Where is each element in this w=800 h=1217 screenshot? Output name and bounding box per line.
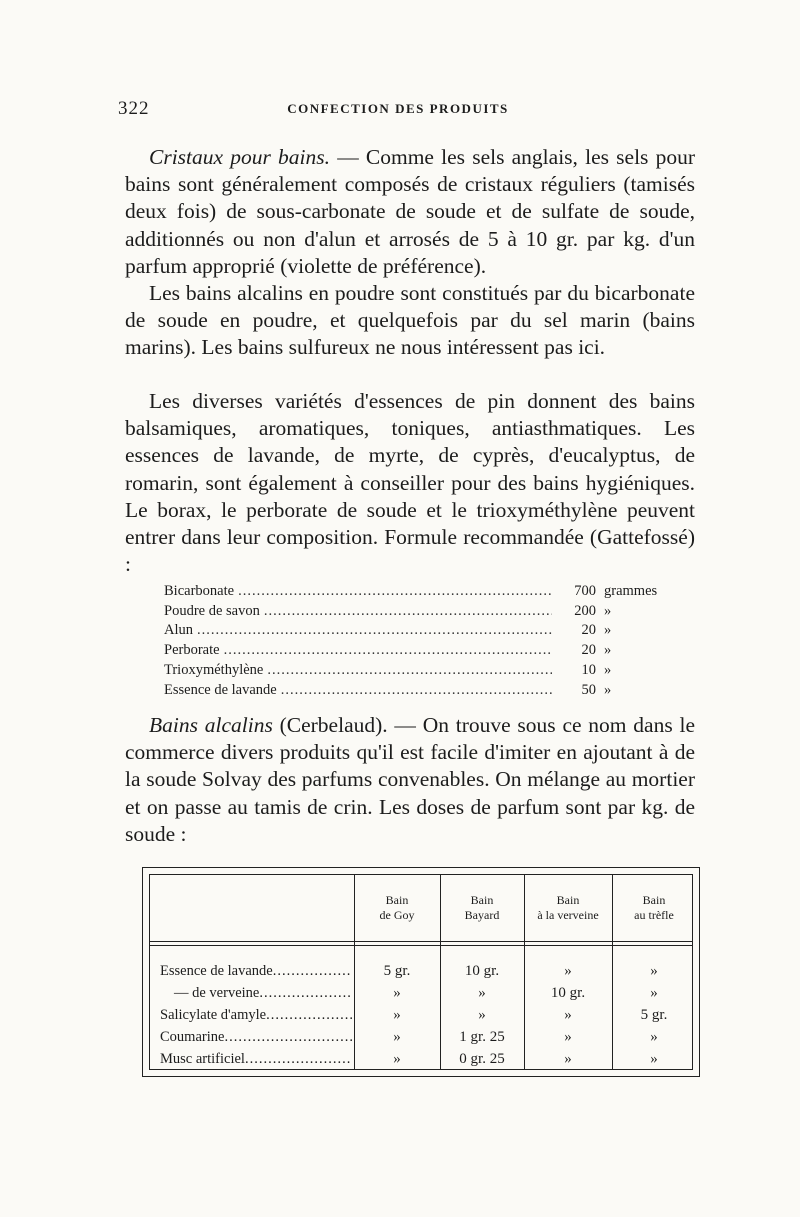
formula-row [164,681,684,701]
formula-unit: » [604,681,612,698]
formula-row [164,602,684,622]
formula-quantity: 10 [581,661,596,678]
perfume-dose-table [142,867,700,1077]
formula-unit: » [604,661,612,678]
paragraph-bains-alcalins-poudre: Les bains alcalins en poudre sont constitués par du bicarbonate de soude en poudre, et quelquefois par du sel marin (bains marins). Les bains sulfureux ne nous intéressent pas ici. [125,281,695,360]
formula-ingredient: Essence de lavande [164,681,277,698]
formula-quantity: 50 [581,681,596,698]
formula-row [164,582,684,602]
formula-ingredient: Perborate [164,642,220,659]
table-row-label: Salicylate d'amyle ..... [160,1007,352,1024]
formula-ingredient: Alun [164,622,193,639]
table-cell: 10 gr. [464,963,500,979]
formula-row [164,641,684,661]
formula-ingredient: Trioxyméthylène [164,661,264,678]
paragraph-cristaux [125,144,695,280]
table-cell: » [478,985,486,1001]
table-cell: » [564,1051,572,1067]
table-cell: » [393,1029,401,1045]
paragraph-essences-pin: Les diverses variétés d'essences de pin donnent des bains balsamiques, aromatiques, toniques, antiasthmatiques. Les essences de lavande, de myrte, de cyprès, d'eucalyptus, de romarin, sont également à conseiller pour des bains hygiéniques. Le borax, le perborate de soude et le trioxyméthylène peuvent entrer dans leur composition. Formule recommandée (Gattefossé) : [125,389,695,577]
paragraph-cristaux-body: — Comme les sels anglais, les sels pour bains sont généralement composés de cristaux réguliers (tamisés deux fois) de sous-carbonate de soude et de sulfate de soude, additionnés ou non d'alun et arrosés de 5 à 10 gr. par kg. d'un parfum approprié (violette de préférence). [125,145,695,278]
table-cell: » [564,1029,572,1045]
table-cell: 0 gr. 25 [459,1051,505,1067]
paragraph-bains-alcalins-title: Bains alcalins [149,713,273,737]
table-cell: » [564,963,572,979]
table-cell: » [650,963,658,979]
column-header-trefle: Bain au trèfle [634,893,674,922]
table-cell: » [393,1051,401,1067]
table-row-label: Essence de lavande ..... [160,963,352,980]
formula-ingredient: Bicarbonate [164,583,235,599]
formula-list [164,582,684,700]
formula-row [164,621,684,641]
formula-unit: » [604,622,612,639]
table-cell: 5 gr. [640,1007,668,1023]
formula-ingredient: Poudre de savon [164,602,260,619]
table-cell: » [650,985,658,1001]
table-cell: 1 gr. 25 [459,1029,505,1045]
formula-quantity: 200 [574,602,596,619]
page-number: 322 [118,98,150,119]
formula-quantity: 20 [581,642,596,659]
page-header [118,98,678,122]
paragraph-bains-alcalins-body: (Cerbelaud). — On trouve sous ce nom dans le commerce divers produits qu'il est facile d'imiter en ajoutant à de la soude Solvay des parfums convenables. On mélange au mortier et on passe au tamis de crin. Les doses de parfum sont par kg. de soude : [125,713,695,846]
table-cell: 5 gr. [383,963,411,979]
table-cell: » [564,1007,572,1023]
formula-quantity: 700 [574,583,596,599]
formula-unit: » [604,642,612,659]
table-frame [149,874,693,1070]
formula-unit: » [604,602,612,619]
table-cell: 10 gr. [550,985,586,1001]
running-head: CONFECTION DES PRODUITS [287,101,509,116]
paragraph-bains-alcalins [125,712,695,848]
column-header-bayard: Bain Bayard [464,893,500,922]
table-cell: » [393,1007,401,1023]
table-cell: » [650,1029,658,1045]
column-header-verveine: Bain à la verveine [537,893,599,922]
table-cell: » [650,1051,658,1067]
column-header-goy: Bain de Goy [379,893,415,922]
table-row-label: Coumarine ..... [160,1029,352,1046]
table-row-label: — de verveine ..... [174,985,352,1002]
table-row-label: Musc artificiel ..... [160,1051,352,1068]
formula-row [164,661,684,681]
table-cell: » [393,985,401,1001]
formula-quantity: 20 [581,622,596,639]
table-cell: » [478,1007,486,1023]
formula-unit: grammes [604,583,658,599]
paragraph-cristaux-title: Cristaux pour bains. [149,145,331,169]
